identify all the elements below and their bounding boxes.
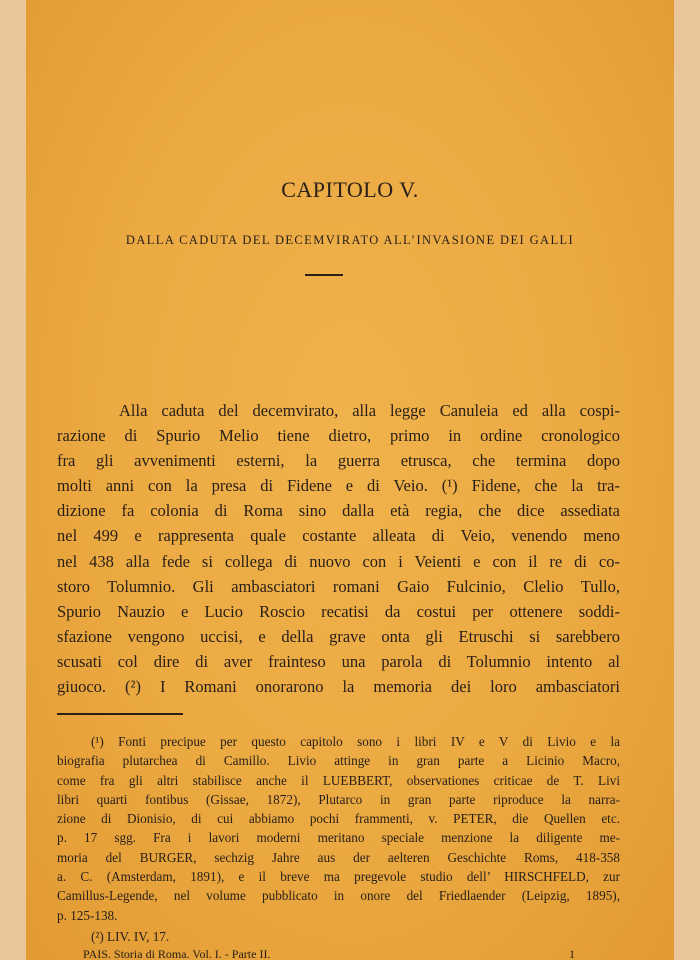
footnote-line: (¹) Fonti precipue per questo capitolo sono i libri IV e V di Livio e la [91,734,620,749]
footnote-line: biografia plutarchea di Camillo. Livio attinge in gran parte a Licinio Macro, [57,753,620,769]
page-footer [83,947,575,960]
body-line: storo Tolumnio. Gli ambasciatori romani Gaio Fulcinio, Clelio Tullo, [57,576,620,596]
footnotes [57,732,620,946]
footer-sheet-number: 1 [569,947,575,960]
footer-signature: PAIS. Storia di Roma. Vol. I. - Parte II. [83,947,271,960]
body-paragraph [57,398,620,699]
footnote-divider [57,713,183,715]
footnote-line: moria del BURGER, sechzig Jahre aus der aelteren Geschichte Roms, 418-358 [57,849,620,865]
footnote-line: Camillus-Legende, nel volume pubblicato in onore del Friedlaender (Leipzig, 1895), [57,888,620,904]
body-line: dizione fa colonia di Roma sino dalla età regia, che dice assediata [57,501,620,521]
body-line: nel 499 e rappresenta quale costante alleata di Veio, venendo meno [57,526,620,546]
footnote-2: (²) LIV. IV, 17. [91,928,170,944]
footnote-line: zione di Dionisio, di cui abbiamo pochi frammenti, v. PETER, die Quellen etc. [57,811,620,827]
body-line: razione di Spurio Melio tiene dietro, primo in ordine cronologico [57,426,620,446]
body-line: Spurio Nauzio e Lucio Roscio recatisi da costui per ottenere soddi- [57,601,620,621]
footnote-line: p. 125-138. [57,907,118,923]
body-line: sfazione vengono uccisi, e della grave onta gli Etruschi si sarebbero [57,626,620,646]
footnote-line: come fra gli altri stabilisce anche il LUEBBERT, observationes criticae de T. Livi [57,772,620,788]
body-line: Alla caduta del decemvirato, alla legge Canuleia ed alla cospi- [119,401,620,420]
chapter-title: CAPITOLO V. [281,177,419,202]
chapter-subtitle: DALLA CADUTA DEL DECEMVIRATO ALL’INVASIONE DEI GALLI [125,233,575,247]
body-line: giuoco. (²) I Romani onorarono la memoria dei loro ambasciatori [57,677,620,697]
footnote-line: p. 17 sgg. Fra i lavori moderni meritano speciale menzione la diligente me- [57,830,620,846]
footnote-line: a. C. (Amsterdam, 1891), e il breve ma pregevole studio dell’ HIRSCHFELD, zur [57,869,620,885]
body-line: nel 438 alla fede si collega di nuovo con i Veienti e con il re di co- [57,551,620,571]
title-divider [305,274,343,276]
body-line: molti anni con la presa di Fidene e di Veio. (¹) Fidene, che la tra- [57,476,620,496]
body-line: fra gli avvenimenti esterni, la guerra etrusca, che termina dopo [57,451,620,471]
body-line: scusati col dire di aver frainteso una parola di Tolumnio intento al [57,651,620,671]
footnote-line: libri quarti fontibus (Gissae, 1872), Plutarco in gran parte riproduce la narra- [57,791,620,807]
book-page [26,0,674,960]
